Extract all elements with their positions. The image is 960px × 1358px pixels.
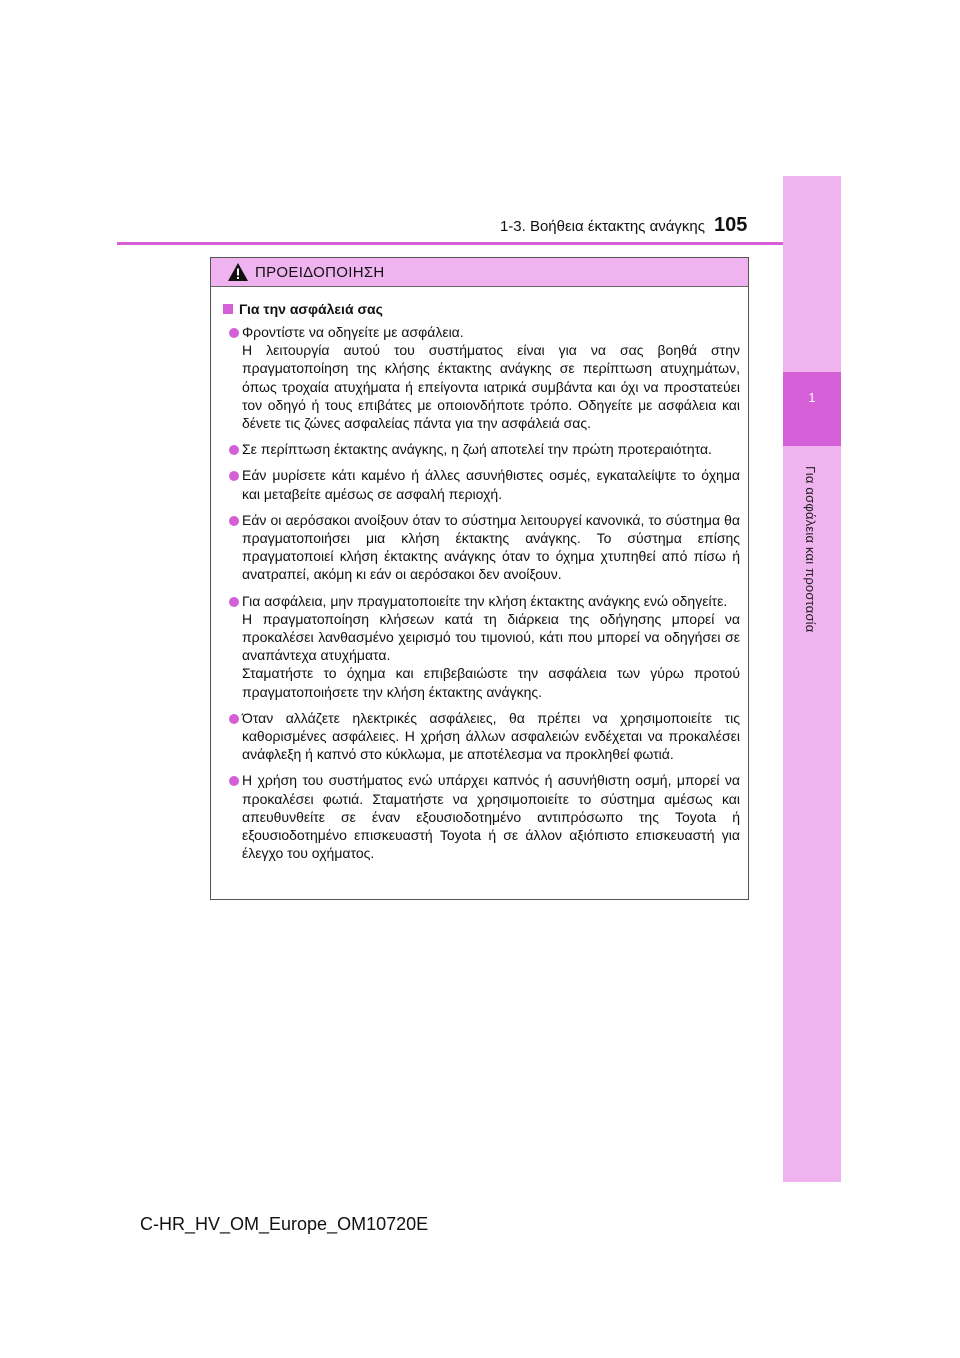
- chapter-number: 1: [808, 390, 816, 405]
- circle-bullet-icon: [229, 597, 239, 607]
- square-bullet-icon: [223, 304, 233, 314]
- chapter-label: Για ασφάλεια και προστασία: [803, 466, 818, 633]
- section-heading-text: Για την ασφάλειά σας: [239, 301, 383, 317]
- chapter-tab-active: [783, 372, 841, 446]
- circle-bullet-icon: [229, 328, 239, 338]
- document-id: C-HR_HV_OM_Europe_OM10720E: [140, 1214, 429, 1234]
- list-item: [223, 592, 740, 701]
- list-item-text: Για ασφάλεια, μην πραγματοποιείτε την κλήση έκτακτης ανάγκης ενώ οδηγείτε.: [242, 592, 728, 609]
- circle-bullet-icon: [229, 445, 239, 455]
- warning-body: [211, 287, 748, 862]
- list-item: [223, 511, 740, 584]
- chapter-side-tab: [783, 176, 841, 1182]
- list-item-text: Φροντίστε να οδηγείτε με ασφάλεια.: [242, 324, 464, 340]
- list-item: [223, 323, 740, 432]
- list-item-text: Όταν αλλάζετε ηλεκτρικές ασφάλειες, θα πρέπει να χρησιμοποιείτε τις καθορισμένες ασφάλειες. Η χρήση άλλων ασφαλειών ενδέχεται να προκαλέσει ανάφλεξη ή καπνό στο κύκλωμα, με αποτέλεσμα να προκληθεί φωτιά.: [242, 709, 740, 763]
- warning-header: [211, 258, 748, 287]
- warning-triangle-icon: [227, 262, 249, 282]
- header-divider: [117, 242, 783, 245]
- section-title: 1-3. Βοήθεια έκτακτης ανάγκης: [499, 218, 705, 235]
- list-item-text: Η πραγματοποίηση κλήσεων κατά τη διάρκεια της οδήγησης μπορεί να προκαλέσει λανθασμένο χειρισμό του τιμονιού, κάτι που μπορεί να οδηγήσει σε αναπάντεχα ατυχήματα.: [242, 610, 740, 664]
- section-heading: [223, 301, 740, 317]
- list-item-text: Η λειτουργία αυτού του συστήματος είναι για να σας βοηθά στην πραγματοποίηση της κλήσης έκτακτης ανάγκης σε περίπτωση ατυχημάτων, όπως τροχαία ατυχήματα ή επείγοντα ιατρικά συμβάντα και όχι να προστατεύει τον οδηγό ή τους επιβάτες με οποιονδήποτε τρόπο. Οδηγείτε με ασφάλεια και δένετε τις ζώνες ασφαλείας πάντα για την ασφάλειά σας.: [242, 342, 740, 432]
- list-item: [223, 771, 740, 862]
- list-item: [223, 466, 740, 502]
- circle-bullet-icon: [229, 516, 239, 526]
- list-item: [223, 709, 740, 764]
- warning-list: [223, 323, 740, 862]
- list-item-text: Εάν μυρίσετε κάτι καμένο ή άλλες ασυνήθιστες οσμές, εγκαταλείψτε το όχημα και μεταβείτε αμέσως σε ασφαλή περιοχή.: [242, 467, 740, 502]
- list-item-text: Σταματήστε το όχημα και επιβεβαιώστε την ασφάλεια των γύρω προτού πραγματοποιήσετε την κλήση έκτακτης ανάγκης.: [242, 665, 740, 700]
- circle-bullet-icon: [229, 714, 239, 724]
- circle-bullet-icon: [229, 471, 239, 481]
- list-item: [223, 440, 740, 458]
- list-item-text: Εάν οι αερόσακοι ανοίξουν όταν το σύστημα λειτουργεί κανονικά, το σύστημα θα πραγματοποιήσει μια κλήση έκτακτης ανάγκης. Το σύστημα επίσης πραγματοποιεί κλήση έκτακτης ανάγκης όταν το όχημα χτυπηθεί από πίσω ή ανατραπεί, ακόμη κι εάν οι αερόσακοι δεν ανοίξουν.: [242, 511, 740, 583]
- list-item-text: Σε περίπτωση έκτακτης ανάγκης, η ζωή αποτελεί την πρώτη προτεραιότητα.: [242, 441, 712, 458]
- warning-box: [210, 257, 749, 900]
- circle-bullet-icon: [229, 776, 239, 786]
- warning-title: ΠΡΟΕΙΔΟΠΟΙΗΣΗ: [255, 263, 385, 281]
- page-number: 105: [714, 214, 748, 236]
- list-item-text: Η χρήση του συστήματος ενώ υπάρχει καπνός ή ασυνήθιστη οσμή, μπορεί να προκαλέσει φωτιά. Σταματήστε να χρησιμοποιείτε το σύστημα αμέσως και απευθυνθείτε σε έναν εξουσιοδοτημένο αντιπρόσωπο της Toyota ή εξουσιοδοτημένο επισκευαστή Toyota ή σε άλλον αξιόπιστο επισκευαστή για έλεγχο του οχήματος.: [242, 772, 740, 862]
